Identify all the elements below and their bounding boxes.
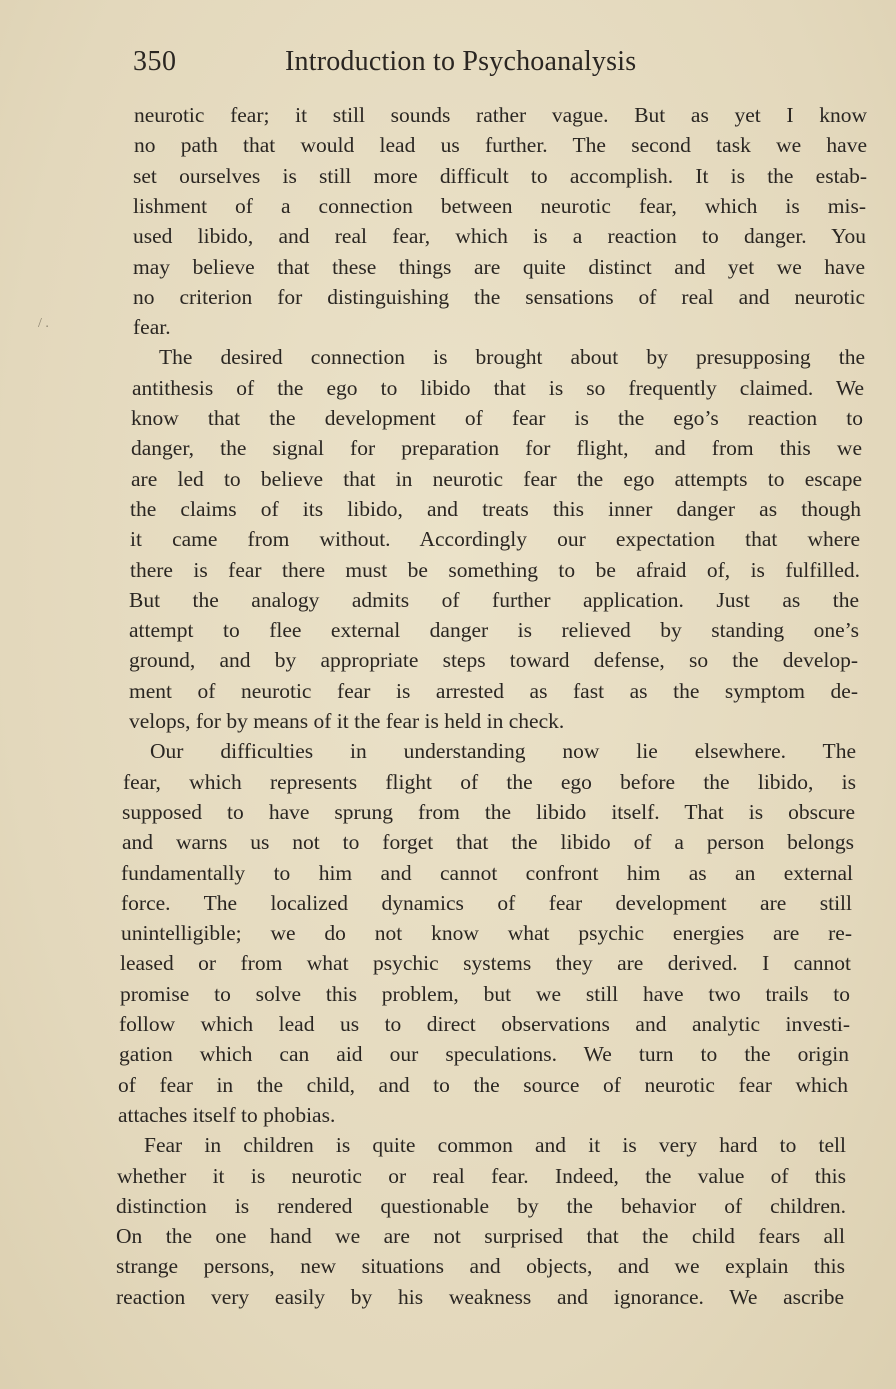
text-line: reaction very easily by his weakness and ignorance. We ascribe <box>116 1284 844 1309</box>
text-line: On the one hand we are not surprised that the child fears all <box>116 1224 845 1249</box>
text-line: velops, for by means of it the fear is held in check. <box>129 709 565 733</box>
text-line: follow which lead us to direct observations and analytic investi- <box>119 1012 850 1036</box>
text-line: attaches itself to phobias. <box>118 1102 336 1127</box>
book-title: Introduction to Psychoanalysis <box>285 46 637 77</box>
text-line: are led to believe that in neurotic fear the ego attempts to escape <box>131 466 862 491</box>
text-line: force. The localized dynamics of fear development are still <box>121 890 852 915</box>
text-line: of fear in the child, and to the source of neurotic fear which <box>118 1072 848 1097</box>
text-line: fear. <box>133 315 171 340</box>
text-line: unintelligible; we do not know what psychic energies are re- <box>121 921 852 946</box>
text-line: leased or from what psychic systems they are derived. I cannot <box>120 951 851 976</box>
text-line: supposed to have sprung from the libido itself. That is obscure <box>122 799 855 824</box>
page-number: 350 <box>133 46 177 77</box>
text-line: Our difficulties in understanding now lie elsewhere. The <box>150 739 856 764</box>
text-line: attempt to flee external danger is relieved by standing one’s <box>129 618 859 643</box>
text-line: But the analogy admits of further application. Just as the <box>129 587 859 612</box>
text-line: whether it is neurotic or real fear. Indeed, the value of this <box>117 1163 846 1188</box>
text-line: know that the development of fear is the ego’s reaction to <box>131 406 863 430</box>
text-line: may believe that these things are quite distinct and yet we have <box>133 254 865 279</box>
text-line: there is fear there must be something to be afraid of, is fulfilled. <box>130 557 860 582</box>
text-line: antithesis of the ego to libido that is so frequently claimed. We <box>132 375 864 400</box>
text-line: neurotic fear; it still sounds rather vague. But as yet I know <box>134 103 867 127</box>
text-line: promise to solve this problem, but we still have two trails to <box>120 981 850 1006</box>
text-line: ment of neurotic fear is arrested as fast as the symptom de- <box>129 678 858 703</box>
text-line: fundamentally to him and cannot confront him as an external <box>121 860 853 885</box>
text-line: fear, which represents flight of the ego before the libido, is <box>123 769 856 794</box>
text-line: Fear in children is quite common and it is very hard to tell <box>144 1133 846 1158</box>
text-line: used libido, and real fear, which is a reaction to danger. You <box>133 224 866 249</box>
text-line: no criterion for distinguishing the sensations of real and neurotic <box>133 284 865 309</box>
text-line: ground, and by appropriate steps toward defense, so the develop- <box>129 648 858 673</box>
text-line: The desired connection is brought about by presupposing the <box>159 345 865 370</box>
text-line: lishment of a connection between neurotic fear, which is mis- <box>133 193 866 218</box>
margin-mark: / . <box>38 316 49 331</box>
text-line: and warns us not to forget that the libido of a person belongs <box>122 830 854 855</box>
text-line: it came from without. Accordingly our expectation that where <box>130 527 860 552</box>
text-line: set ourselves is still more difficult to accomplish. It is the estab- <box>133 163 867 188</box>
text-line: the claims of its libido, and treats this inner danger as though <box>130 496 861 521</box>
text-line: gation which can aid our speculations. We turn to the origin <box>119 1042 849 1067</box>
text-line: distinction is rendered questionable by the behavior of children. <box>116 1193 846 1218</box>
text-line: no path that would lead us further. The second task we have <box>134 133 867 158</box>
text-line: strange persons, new situations and objects, and we explain this <box>116 1254 845 1279</box>
text-line: danger, the signal for preparation for flight, and from this we <box>131 436 862 461</box>
running-head <box>133 44 833 80</box>
